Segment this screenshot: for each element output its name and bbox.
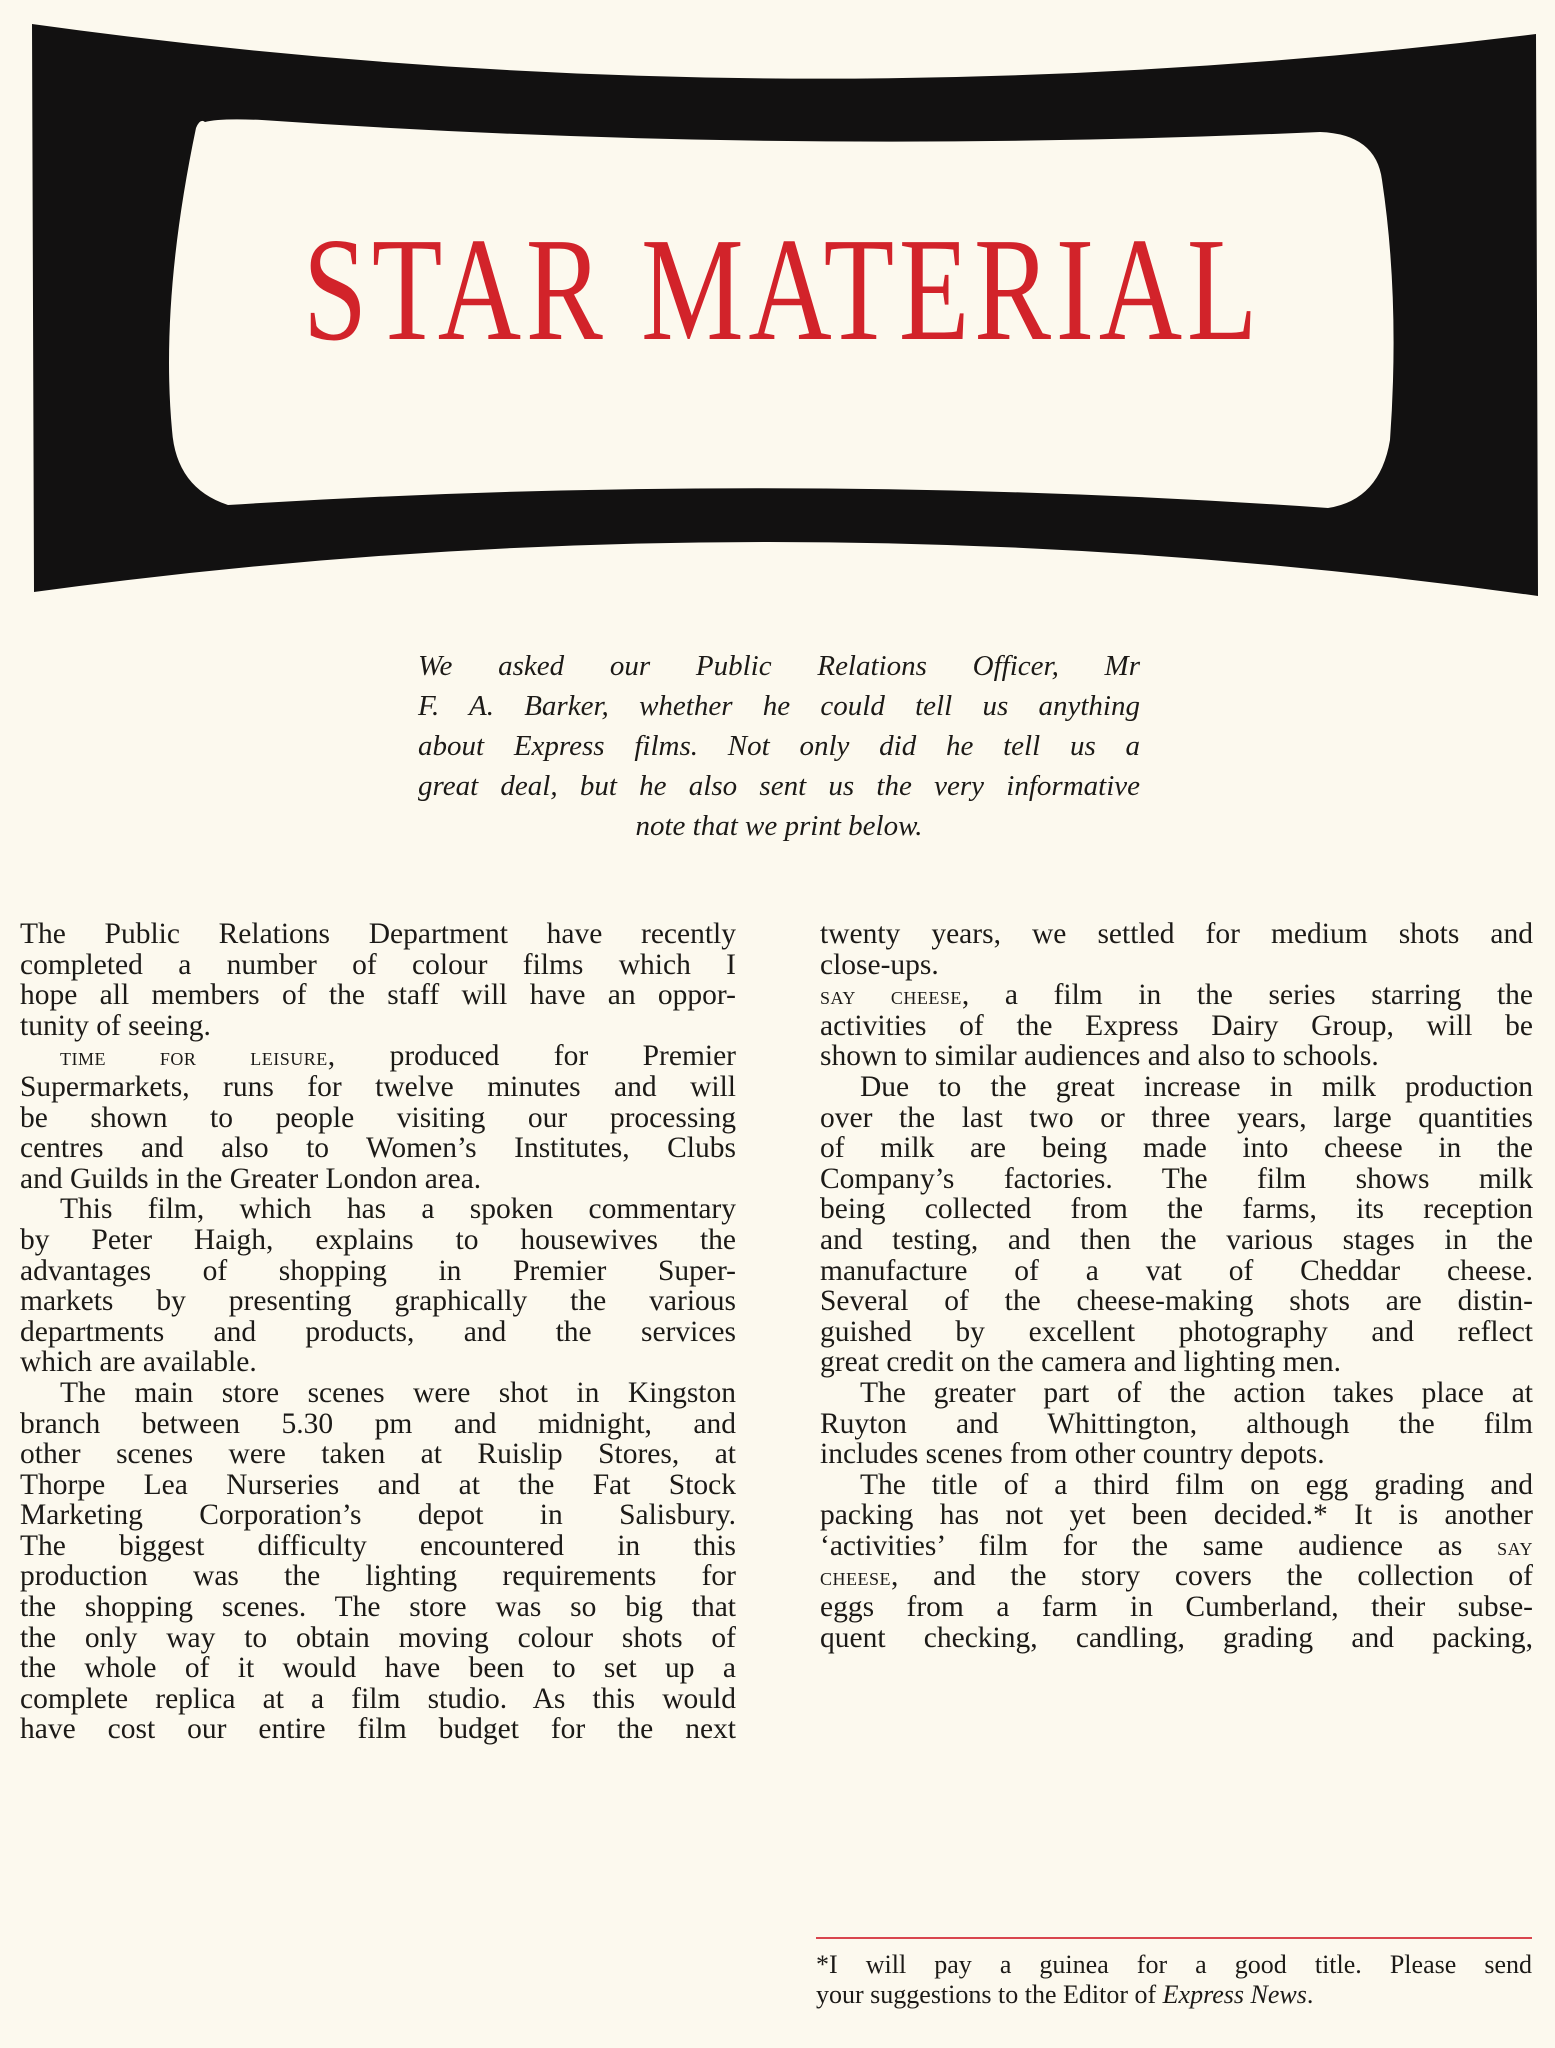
body-line: complete replica at a film studio. As this would (20, 1682, 736, 1715)
body-line: Several of the cheese-making shots are distin- (820, 1285, 1533, 1318)
intro-line: great deal, but he also sent us the very informative (418, 770, 1140, 802)
page-title: STAR MATERIAL (302, 208, 1263, 372)
body-line: Company’s factories. The film shows milk (820, 1162, 1533, 1195)
film-title: say (1497, 1532, 1533, 1561)
body-line: ‘activities’ film for the same audience as say (820, 1529, 1533, 1562)
body-line: completed a number of colour films which I (20, 948, 736, 981)
body-line: The title of a third film on egg grading and (860, 1468, 1533, 1501)
body-line: packing has not yet been decided.* It is another (820, 1499, 1533, 1532)
body-line: the shopping scenes. The store was so big that (20, 1591, 736, 1624)
body-line: hope all members of the staff will have an oppor- (20, 979, 736, 1012)
body-line: and Guilds in the Greater London area. (20, 1162, 482, 1195)
body-line: time for leisure, produced for Premier (60, 1040, 736, 1073)
body-line: activities of the Express Dairy Group, will be (820, 1009, 1533, 1042)
body-line: say cheese, a film in the series starring the (820, 979, 1534, 1012)
body-line: manufacture of a vat of Cheddar cheese. (820, 1254, 1533, 1287)
intro-line: about Express films. Not only did he tell us a (418, 730, 1140, 762)
body-line: The biggest difficulty encountered in this (20, 1529, 736, 1562)
body-line: advantages of shopping in Premier Super- (20, 1254, 736, 1287)
body-line: tunity of seeing. (20, 1009, 211, 1042)
body-line: eggs from a farm in Cumberland, their subse- (820, 1591, 1533, 1624)
body-line: Due to the great increase in milk production (860, 1070, 1533, 1103)
footnote (816, 1950, 1532, 2010)
body-line: includes scenes from other country depots. (820, 1438, 1325, 1471)
film-title: cheese (820, 1563, 892, 1592)
body-line: This film, which has a spoken commentary (60, 1193, 736, 1226)
body-line: being collected from the farms, its reception (820, 1193, 1533, 1226)
footnote-line: your suggestions to the Editor of Express News. (816, 1980, 1314, 2009)
body-line: by Peter Haigh, explains to housewives the (20, 1223, 736, 1256)
body-line: guished by excellent photography and reflect (820, 1315, 1533, 1348)
body-line: the only way to obtain moving colour shots of (20, 1621, 736, 1654)
body-line: close-ups. (820, 948, 939, 981)
intro-line: note that we print below. (635, 810, 923, 842)
body-line: Thorpe Lea Nurseries and at the Fat Stock (20, 1468, 736, 1501)
body-line: cheese, and the story covers the collection of (820, 1560, 1533, 1593)
title-banner (0, 0, 1555, 620)
body-line: the whole of it would have been to set up a (20, 1652, 736, 1685)
body-line: other scenes were taken at Ruislip Stores, at (20, 1438, 736, 1471)
article-column-right (820, 919, 1533, 1653)
body-line: Supermarkets, runs for twelve minutes and will (20, 1070, 736, 1103)
body-line: branch between 5.30 pm and midnight, and (20, 1407, 736, 1440)
body-line: of milk are being made into cheese in the (820, 1132, 1533, 1165)
body-line: great credit on the camera and lighting men. (820, 1346, 1341, 1379)
body-line: The greater part of the action takes place at (860, 1376, 1533, 1409)
body-line: and testing, and then the various stages in the (820, 1223, 1533, 1256)
body-line: departments and products, and the services (20, 1315, 736, 1348)
article-column-left (20, 919, 736, 1745)
body-line: over the last two or three years, large quantities (820, 1101, 1533, 1134)
body-line: have cost our entire film budget for the next (20, 1713, 736, 1746)
body-line: quent checking, candling, grading and packing, (820, 1621, 1533, 1654)
body-line: be shown to people visiting our processing (20, 1101, 736, 1134)
publication-name: Express News (1162, 1980, 1307, 2009)
body-line: The Public Relations Department have recently (20, 918, 736, 950)
intro-line: F. A. Barker, whether he could tell us anything (418, 690, 1140, 722)
body-line: The main store scenes were shot in Kingston (60, 1376, 736, 1409)
intro-standfirst (418, 646, 1140, 846)
body-line: Ruyton and Whittington, although the film (820, 1407, 1533, 1440)
film-title: time for leisure (60, 1043, 328, 1072)
body-line: centres and also to Women’s Institutes, Clubs (20, 1132, 736, 1165)
body-line: which are available. (20, 1346, 257, 1379)
body-line: markets by presenting graphically the various (20, 1285, 736, 1318)
footnote-line: *I will pay a guinea for a good title. Please send (816, 1950, 1532, 1979)
film-title: say cheese (820, 982, 962, 1011)
footnote-divider (816, 1937, 1532, 1939)
intro-line: We asked our Public Relations Officer, Mr (418, 650, 1140, 682)
body-line: production was the lighting requirements for (20, 1560, 736, 1593)
body-line: shown to similar audiences and also to schools. (820, 1040, 1379, 1073)
body-line: Marketing Corporation’s depot in Salisbury. (20, 1499, 736, 1532)
body-line: twenty years, we settled for medium shots and (820, 918, 1533, 950)
